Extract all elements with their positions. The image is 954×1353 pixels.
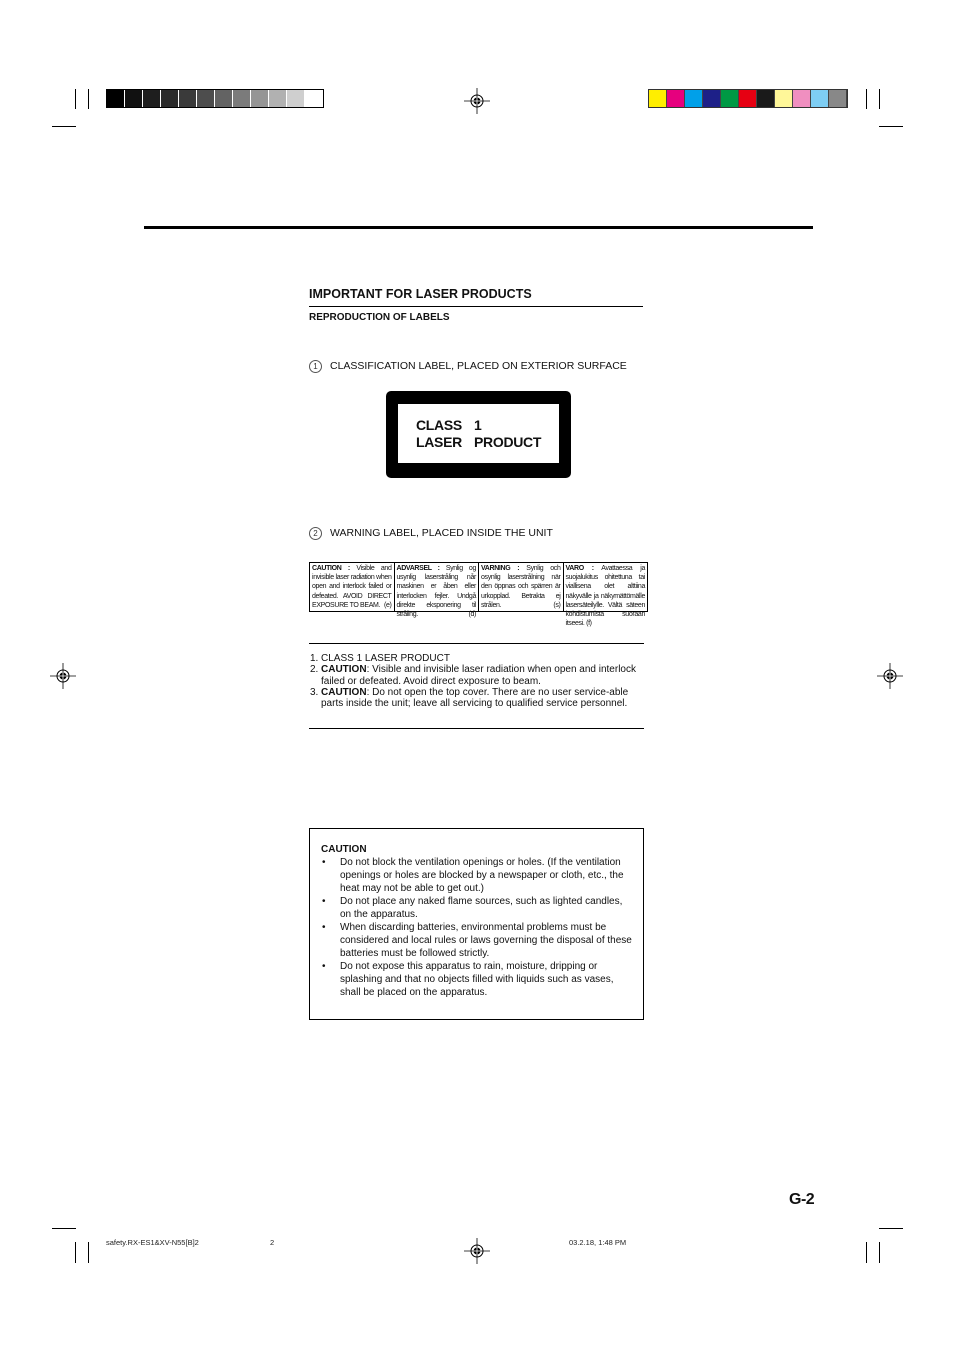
warning-cell-swedish bbox=[479, 563, 564, 611]
warning-cell-text: Avattaessa ja suojalukitus ohitettuna tai viallisena olet alttiina näkyvälle ja näkymättömälle lasersäteilylle. Vältä säteen kohdistumista suoraan itseesi. bbox=[565, 565, 645, 628]
label-word-product: PRODUCT bbox=[474, 434, 542, 450]
registration-mark-icon bbox=[50, 663, 76, 689]
note-item bbox=[310, 653, 644, 664]
section-subheading: REPRODUCTION OF LABELS bbox=[309, 312, 450, 323]
header-rule bbox=[144, 226, 813, 229]
color-calibration-bar bbox=[648, 89, 848, 108]
crop-mark bbox=[75, 89, 76, 109]
caution-title: CAUTION bbox=[321, 844, 367, 855]
grayscale-calibration-bar bbox=[106, 89, 324, 108]
warning-cell-finnish bbox=[564, 563, 648, 628]
notes-bottom-rule bbox=[309, 728, 644, 729]
warning-cell-danish bbox=[395, 563, 480, 619]
calibration-swatch bbox=[197, 90, 215, 107]
calibration-swatch bbox=[703, 90, 721, 107]
note-text: CLASS 1 LASER PRODUCT bbox=[321, 653, 450, 664]
calibration-swatch bbox=[215, 90, 233, 107]
calibration-swatch bbox=[685, 90, 703, 107]
caution-item-text: When discarding batteries, environmental problems must be considered and local rules or laws governing the disposal of these batteries must be followed strictly. bbox=[340, 922, 632, 959]
footer-date: 03.2.18, 1:48 PM bbox=[569, 1238, 627, 1247]
label-item-text: CLASSIFICATION LABEL, PLACED ON EXTERIOR SURFACE bbox=[330, 360, 627, 372]
calibration-swatch bbox=[251, 90, 269, 107]
crop-mark bbox=[52, 126, 76, 127]
note-number: 2. bbox=[310, 664, 319, 676]
bullet: • bbox=[322, 961, 326, 972]
caution-item bbox=[321, 895, 635, 921]
warning-cell-code: (d) bbox=[468, 611, 476, 619]
caution-item bbox=[321, 960, 635, 999]
label-item-warning bbox=[309, 527, 553, 540]
calibration-swatch bbox=[161, 90, 179, 107]
crop-mark bbox=[879, 1228, 903, 1229]
label-word-laser: LASER bbox=[416, 434, 462, 450]
caution-item-text: Do not expose this apparatus to rain, moisture, dripping or splashing and that no objects filled with liquids such as vases, shall be placed on the apparatus. bbox=[340, 961, 614, 998]
calibration-swatch bbox=[775, 90, 793, 107]
calibration-swatch bbox=[721, 90, 739, 107]
calibration-swatch bbox=[233, 90, 251, 107]
footer-page: 2 bbox=[270, 1238, 275, 1247]
calibration-swatch bbox=[107, 90, 125, 107]
page-number: G-2 bbox=[789, 1191, 815, 1208]
note-item bbox=[310, 687, 644, 710]
calibration-swatch bbox=[757, 90, 775, 107]
heading-underline bbox=[309, 306, 643, 307]
note-text: CAUTION: Visible and invisible laser radiation when open and interlock failed or defeated. Avoid direct exposure to beam. bbox=[321, 664, 636, 687]
registration-mark-icon bbox=[877, 663, 903, 689]
circled-number-marker: 2 bbox=[309, 527, 322, 540]
calibration-swatch bbox=[739, 90, 757, 107]
calibration-swatch bbox=[125, 90, 143, 107]
note-number: 3. bbox=[310, 686, 319, 698]
calibration-swatch bbox=[667, 90, 685, 107]
warning-label bbox=[309, 562, 648, 628]
crop-mark bbox=[866, 1242, 867, 1263]
warning-cell-text: Synlig og usynlig laserstråling når maskinen er åben eller interlocken fejler. Undgå direkte eksponering til stråling. bbox=[396, 565, 476, 619]
calibration-swatch bbox=[287, 90, 305, 107]
note-item bbox=[310, 664, 644, 687]
calibration-swatch bbox=[179, 90, 197, 107]
crop-mark bbox=[88, 89, 89, 109]
note-number: 1. bbox=[310, 653, 319, 664]
warning-cell-code: (f) bbox=[586, 620, 592, 628]
calibration-swatch bbox=[269, 90, 287, 107]
calibration-swatch bbox=[305, 90, 323, 107]
caution-item-text: Do not place any naked flame sources, such as lighted candles, on the apparatus. bbox=[340, 896, 623, 920]
calibration-swatch bbox=[143, 90, 161, 107]
warning-cell-title: VARNING : bbox=[481, 565, 520, 572]
caution-list bbox=[321, 856, 635, 999]
registration-mark-icon bbox=[464, 88, 490, 114]
calibration-swatch bbox=[649, 90, 667, 107]
label-item-classification bbox=[309, 360, 627, 373]
warning-cell-title: CAUTION : bbox=[312, 565, 350, 572]
label-word-class: CLASS bbox=[416, 417, 462, 433]
section-heading: IMPORTANT FOR LASER PRODUCTS bbox=[309, 287, 532, 301]
warning-cell-title: VARO : bbox=[565, 565, 594, 572]
bullet: • bbox=[322, 922, 326, 933]
crop-mark bbox=[75, 1242, 76, 1263]
label-word-one: 1 bbox=[474, 417, 482, 433]
class-label-face bbox=[398, 404, 559, 463]
warning-cell-text: Synlig och osynlig laserstrålning när den öppnas och spärren är urkopplad. Betrakta ej strålen. bbox=[481, 565, 561, 609]
caution-item bbox=[321, 921, 635, 960]
warning-cell-title: ADVARSEL : bbox=[396, 565, 440, 572]
calibration-swatch bbox=[793, 90, 811, 107]
warning-cell-code: (s) bbox=[553, 601, 561, 609]
bullet: • bbox=[322, 896, 326, 907]
calibration-swatch bbox=[829, 90, 847, 107]
caution-box bbox=[309, 828, 644, 1020]
crop-mark bbox=[866, 89, 867, 109]
footer-filename: safety.RX-ES1&XV-N55[B]2 bbox=[106, 1238, 199, 1247]
crop-mark bbox=[879, 126, 903, 127]
crop-mark bbox=[52, 1228, 76, 1229]
label-item-text: WARNING LABEL, PLACED INSIDE THE UNIT bbox=[330, 527, 553, 539]
caution-item bbox=[321, 856, 635, 895]
note-text: CAUTION: Do not open the top cover. There are no user service-able parts inside the unit; leave all servicing to qualified service personnel. bbox=[321, 686, 629, 710]
calibration-swatch bbox=[811, 90, 829, 107]
warning-cell-code: (e) bbox=[383, 601, 392, 609]
class-1-laser-label bbox=[386, 391, 571, 478]
caution-item-text: Do not block the ventilation openings or holes. (If the ventilation openings or holes are blocked by a newspaper or cloth, etc., the heat may not be able to get out.) bbox=[340, 857, 624, 894]
warning-cell-english bbox=[310, 563, 395, 611]
warning-cell-text: Visible and invisible laser radiation when open and interlock failed or defeated. AVOID DIRECT EXPOSURE TO BEAM. bbox=[312, 565, 392, 609]
crop-mark bbox=[879, 1242, 880, 1263]
crop-mark bbox=[879, 89, 880, 109]
notes-top-rule bbox=[309, 643, 644, 644]
bullet: • bbox=[322, 857, 326, 868]
crop-mark bbox=[88, 1242, 89, 1263]
circled-number-marker: 1 bbox=[309, 360, 322, 373]
label-notes bbox=[310, 653, 644, 709]
registration-mark-icon bbox=[464, 1238, 490, 1264]
